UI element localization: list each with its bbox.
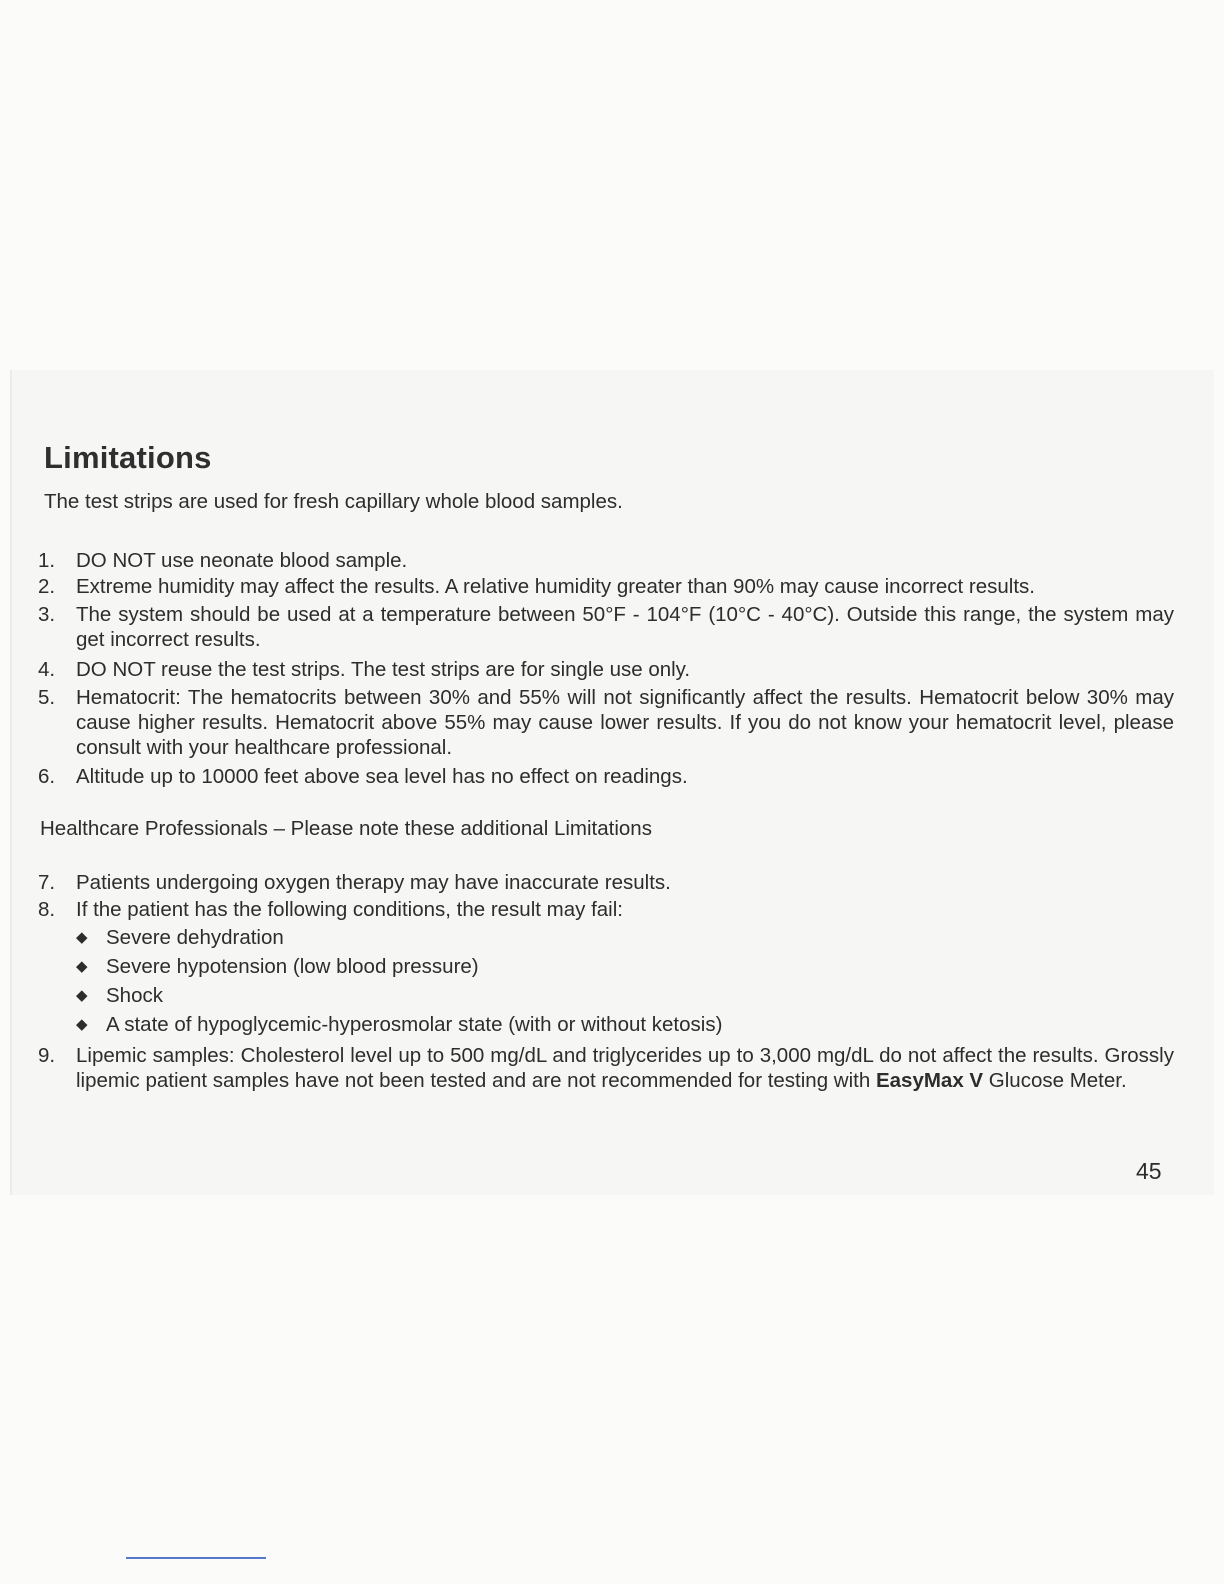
page-number: 45 [1136, 1158, 1162, 1184]
list-item-text: DO NOT reuse the test strips. The test strips are for single use only. [76, 658, 691, 681]
list-item-number: 9. [38, 1044, 56, 1067]
list-item-text: Patients undergoing oxygen therapy may have inaccurate results. [76, 871, 671, 894]
list-item [38, 897, 1174, 922]
list-item [38, 657, 1174, 682]
list-item [38, 548, 1174, 573]
list-item-text: If the patient has the following conditions, the result may fail: [76, 898, 623, 921]
condition-item [76, 953, 876, 982]
list-item-number: 8. [38, 898, 56, 921]
diamond-bullet-icon: ◆ [76, 958, 88, 975]
list-item-text: Hematocrit: The hematocrits between 30% and 55% will not significantly affect the results. Hematocrit below 30% may cause higher results. Hematocrit above 55% may cause lower results. If you do not know your hematocrit level, please consult with your healthcare professional. [76, 686, 1174, 759]
intro-text: The test strips are used for fresh capillary whole blood samples. [44, 490, 623, 513]
list-item [38, 685, 1174, 760]
list-item-text: DO NOT use neonate blood sample. [76, 549, 408, 572]
list-item-number: 3. [38, 603, 56, 626]
list-item-text: The system should be used at a temperature between 50°F - 104°F (10°C - 40°C). Outside this range, the system may get incorrect results. [76, 603, 1174, 651]
product-name: EasyMax V [875, 1069, 984, 1092]
diamond-bullet-icon: ◆ [76, 929, 88, 946]
list-item-number: 4. [38, 658, 56, 681]
list-item-number: 5. [38, 686, 56, 709]
condition-text: Severe dehydration [106, 926, 284, 949]
list-item-text: Extreme humidity may affect the results. A relative humidity greater than 90% may cause incorrect results. [76, 575, 1035, 598]
list-item [38, 602, 1174, 652]
lipemic-text: Lipemic samples: Cholesterol level up to 500 mg/dL and triglycerides up to 3,000 mg/dL do not affect the results. Grossly lipemic patient samples have not been tested and are not recommended for testing with [76, 1044, 1174, 1092]
list-item-number: 1. [38, 549, 56, 572]
condition-text: Shock [106, 984, 163, 1007]
condition-item [76, 982, 876, 1011]
condition-item [76, 1011, 876, 1040]
lipemic-text-end: Glucose Meter. [983, 1069, 1127, 1092]
list-item [38, 870, 1174, 895]
list-item [38, 574, 1174, 599]
scan-edge-divider [10, 370, 12, 1195]
list-item-text: Altitude up to 10000 feet above sea level has no effect on readings. [76, 765, 688, 788]
list-item-text [76, 1043, 1174, 1093]
condition-item [76, 924, 876, 953]
list-item-number: 2. [38, 575, 56, 598]
diamond-bullet-icon: ◆ [76, 987, 88, 1004]
footer-divider [126, 1557, 266, 1559]
list-item [38, 764, 1174, 789]
condition-text: A state of hypoglycemic-hyperosmolar state (with or without ketosis) [106, 1013, 723, 1036]
section-heading: Limitations [44, 440, 212, 475]
list-item-number: 6. [38, 765, 56, 788]
condition-text: Severe hypotension (low blood pressure) [106, 955, 479, 978]
diamond-bullet-icon: ◆ [76, 1016, 88, 1033]
list-item [38, 1043, 1174, 1093]
list-item-number: 7. [38, 871, 56, 894]
healthcare-subheading: Healthcare Professionals – Please note these additional Limitations [40, 817, 652, 840]
conditions-list [76, 924, 876, 1040]
